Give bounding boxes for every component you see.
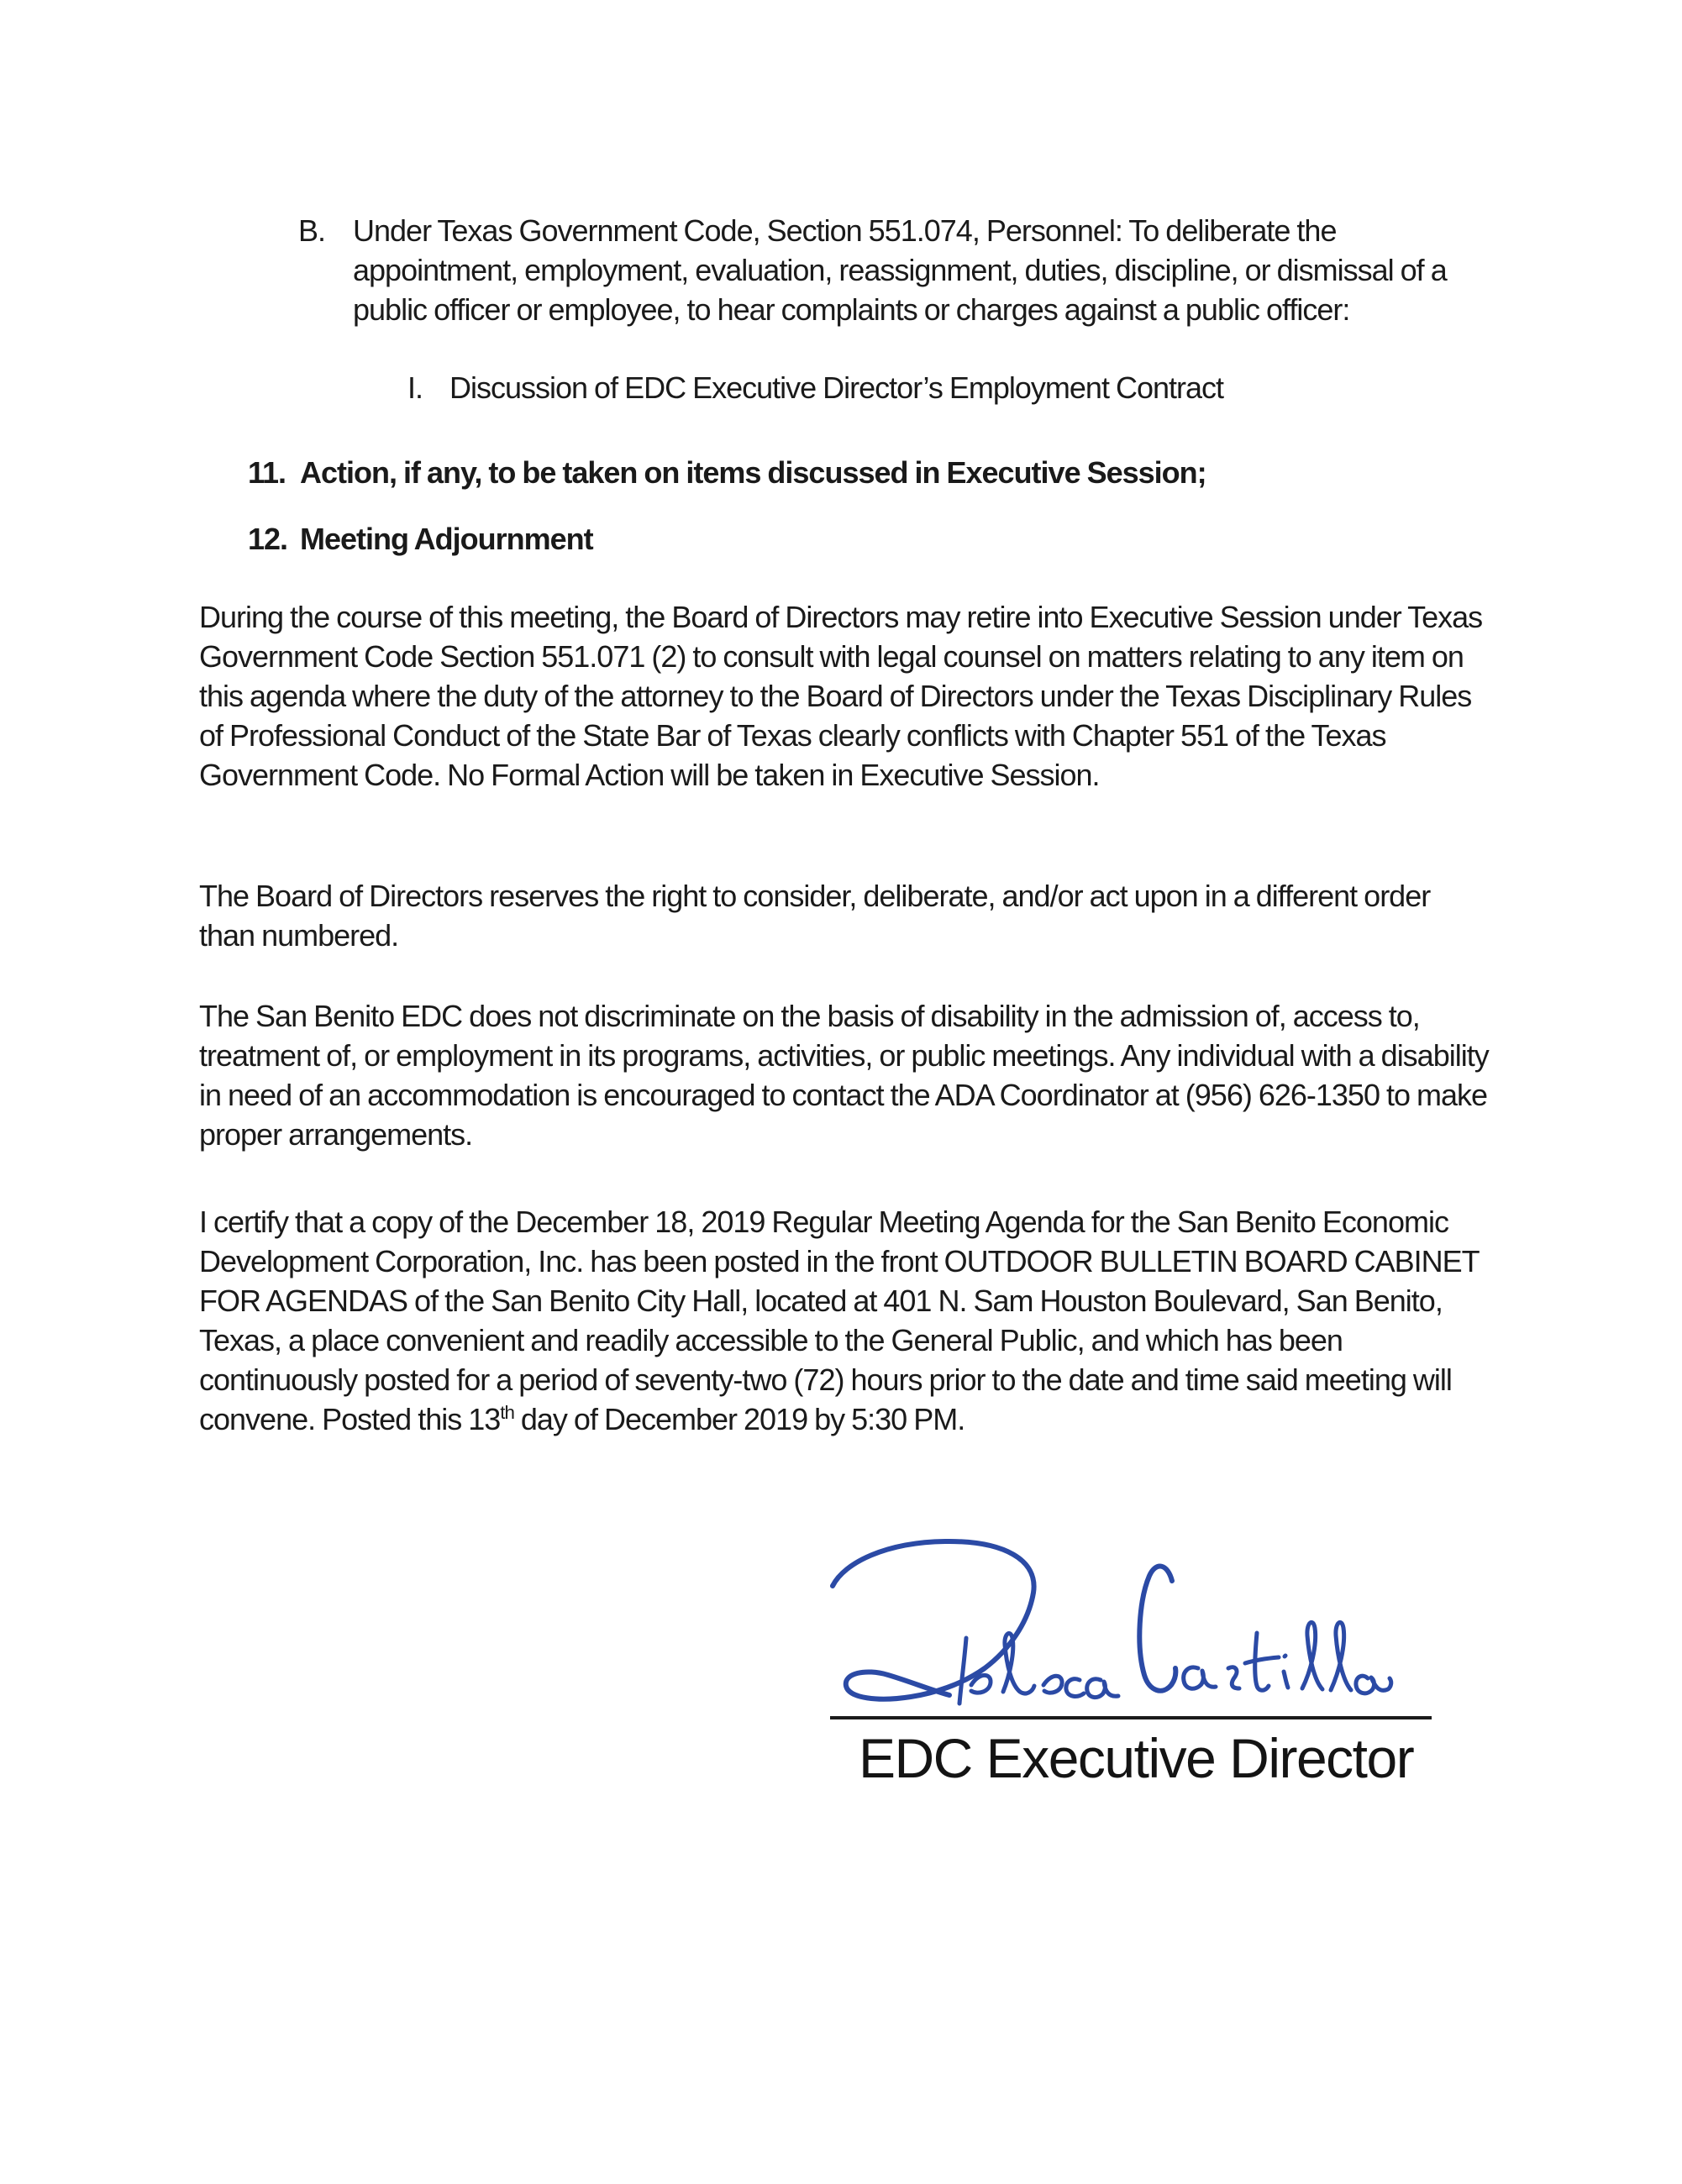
agenda-item-11	[248, 453, 1491, 492]
agenda-subitem-roman-1-text: Discussion of EDC Executive Director’s Employment Contract	[449, 370, 1224, 405]
agenda-item-11-text: Action, if any, to be taken on items discussed in Executive Session;	[300, 455, 1206, 490]
agenda-subitem-roman-1	[407, 368, 1491, 407]
agenda-item-b-label: B.	[298, 213, 326, 248]
paragraph-order-notice: The Board of Directors reserves the right to consider, deliberate, and/or act upon in a different order than numbered.	[199, 879, 1431, 953]
agenda-item-11-label: 11.	[248, 455, 286, 490]
agenda-item-b	[298, 211, 1491, 329]
certification-superscript: th	[500, 1402, 514, 1423]
agenda-item-12-text: Meeting Adjournment	[300, 522, 593, 556]
agenda-item-12-label: 12.	[248, 522, 288, 556]
paragraph-executive-session-notice: During the course of this meeting, the Board of Directors may retire into Executive Session under Texas Government Code Section 551.071 (2) to consult with legal counsel on matters relating to any item on this agenda where the duty of the attorney to the Board of Directors under the Texas Disciplinary Rules of Professional Conduct of the State Bar of Texas clearly conflicts with Chapter 551 of the Texas Government Code. No Formal Action will be taken in Executive Session.	[199, 600, 1483, 792]
paragraph-ada-notice: The San Benito EDC does not discriminate on the basis of disability in the admission of, access to, treatment of, or employment in its programs, activities, or public meetings. Any individual with a disability in need of an accommodation is encouraged to contact the ADA Coordinator at (956) 626-1350 to make proper arrangements.	[199, 999, 1489, 1152]
signature-title: EDC Executive Director	[859, 1727, 1414, 1789]
agenda-subitem-roman-1-label: I.	[407, 370, 423, 405]
paragraph-certification	[199, 1202, 1489, 1439]
certification-text-after-sup: day of December 2019 by 5:30 PM.	[513, 1402, 965, 1436]
agenda-item-12	[248, 519, 1491, 559]
signature-image	[823, 1520, 1395, 1714]
agenda-item-b-text: Under Texas Government Code, Section 551.074, Personnel: To deliberate the appointment, employment, evaluation, reassignment, duties, discipline, or dismissal of a public officer or employee, to hear complaints or charges against a public officer:	[353, 213, 1447, 327]
certification-text-before-sup: I certify that a copy of the December 18, 2019 Regular Meeting Agenda for the San Benito Economic Development Corporation, Inc. has been posted in the front OUTDOOR BULLETIN BOARD CABINET FOR AGENDAS of the San Benito City Hall, located at 401 N. Sam Houston Boulevard, San Benito, Texas, a place convenient and readily accessible to the General Public, and which has been continuously posted for a period of seventy-two (72) hours prior to the date and time said meeting will convene. Posted this 13	[199, 1205, 1480, 1436]
signature-line	[830, 1716, 1432, 1719]
